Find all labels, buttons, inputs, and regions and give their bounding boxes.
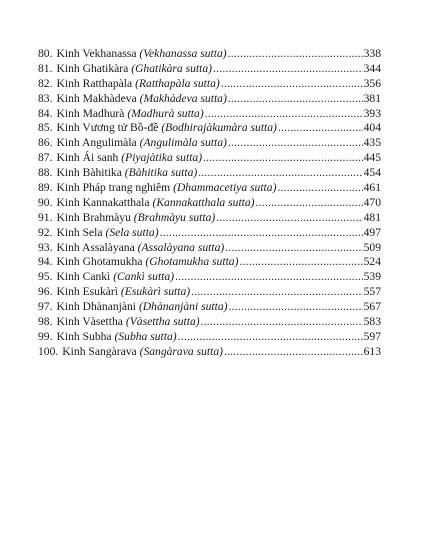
entry-title: Kinh Ái sanh	[56, 151, 119, 165]
entry-page-number: 344	[363, 61, 381, 75]
entry-page-number: 539	[363, 270, 381, 284]
dot-leader	[225, 241, 362, 256]
dot-leader	[213, 62, 363, 77]
entry-title: Kinh Ghatikàra	[56, 61, 129, 75]
entry-title: Kinh Angulimàla	[56, 136, 137, 150]
entry-page-number: 583	[363, 315, 381, 329]
entry-page-number: 356	[363, 76, 381, 90]
entry-title: Kinh Assalàyana	[56, 240, 135, 254]
entry-number: 97.	[38, 300, 53, 314]
entry-page-number: 393	[363, 106, 381, 120]
entry-number: 98.	[38, 315, 53, 329]
entry-text	[38, 241, 224, 256]
entry-pali-title: (Vàsettha sutta)	[125, 315, 200, 329]
entry-title: Kinh Sela	[56, 225, 103, 239]
entry-pali-title: (Makhàdeva sutta)	[139, 91, 227, 105]
entry-title: Kinh Ratthapàla	[56, 76, 133, 90]
entry-pali-title: (Brahmàyu sutta)	[133, 210, 216, 224]
dot-leader	[160, 226, 363, 241]
entry-pali-title: (Kannakatthala sutta)	[152, 195, 255, 209]
toc-entry	[38, 330, 381, 345]
entry-pali-title: (Madhurà sutta)	[127, 106, 204, 120]
entry-pali-title: (Dhànanjàni sutta)	[138, 300, 228, 314]
entry-text	[38, 151, 202, 166]
entry-number: 81.	[38, 61, 53, 75]
entry-text	[38, 47, 227, 62]
entry-number: 82.	[38, 76, 53, 90]
dot-leader	[228, 136, 363, 151]
entry-title: Kinh Kannakatthala	[56, 195, 150, 209]
entry-number: 95.	[38, 270, 53, 284]
toc-entry	[38, 196, 381, 211]
entry-page-number: 435	[363, 136, 381, 150]
entry-number: 91.	[38, 210, 53, 224]
toc-entry	[38, 136, 381, 151]
toc-entry	[38, 47, 381, 62]
entry-text	[38, 121, 277, 136]
entry-pali-title: (Sangàrava sutta)	[139, 344, 223, 358]
dot-leader	[239, 255, 362, 270]
entry-pali-title: (Subha sutta)	[114, 329, 177, 343]
entry-pali-title: (Sela sutta)	[105, 225, 159, 239]
entry-number: 89.	[38, 181, 53, 195]
entry-text	[38, 345, 223, 360]
entry-page-number: 404	[363, 121, 381, 135]
toc-entry	[38, 241, 381, 256]
entry-text	[38, 315, 200, 330]
entry-page-number: 557	[363, 285, 381, 299]
entry-pali-title: (Ratthapàla sutta)	[135, 76, 220, 90]
entry-page-number: 497	[363, 225, 381, 239]
entry-page-number: 338	[363, 47, 381, 60]
entry-page-number: 481	[363, 210, 381, 224]
entry-page-number: 597	[363, 329, 381, 343]
entry-text	[38, 77, 220, 92]
entry-text	[38, 196, 255, 211]
table-of-contents	[38, 47, 381, 360]
entry-page-number: 470	[363, 195, 381, 209]
entry-text	[38, 270, 174, 285]
entry-title: Kinh Subha	[56, 329, 112, 343]
dot-leader	[224, 345, 363, 360]
toc-entry	[38, 226, 381, 241]
toc-entry	[38, 315, 381, 330]
dot-leader	[203, 151, 363, 166]
entry-text	[38, 226, 159, 241]
toc-entry	[38, 92, 381, 107]
dot-leader	[256, 196, 363, 211]
dot-leader	[198, 166, 362, 181]
entry-title: Kinh Sangàrava	[62, 344, 137, 358]
entry-pali-title: (Assalàyana sutta)	[137, 240, 225, 254]
entry-title: Kinh Ghotamukha	[56, 255, 143, 269]
dot-leader	[228, 47, 363, 62]
entry-title: Kinh Vương tử Bồ-đề	[56, 121, 159, 135]
entry-number: 88.	[38, 166, 53, 180]
entry-number: 90.	[38, 195, 53, 209]
dot-leader	[201, 315, 363, 330]
entry-text	[38, 255, 238, 270]
entry-title: Kinh Esukàrì	[56, 285, 119, 299]
toc-entry	[38, 62, 381, 77]
entry-pali-title: (Bàhitika sutta)	[124, 166, 198, 180]
entry-text	[38, 300, 228, 315]
dot-leader	[228, 92, 363, 107]
entry-page-number: 567	[363, 300, 381, 314]
entry-title: Kinh Vàsettha	[56, 315, 123, 329]
entry-text	[38, 166, 197, 181]
entry-pali-title: (Angulimàla sutta)	[139, 136, 227, 150]
entry-pali-title: (Piyajàtika sutta)	[121, 151, 203, 165]
entry-pali-title: (Cankì sutta)	[113, 270, 175, 284]
entry-text	[38, 181, 276, 196]
entry-title: Kinh Madhurà	[56, 106, 125, 120]
entry-text	[38, 107, 204, 122]
entry-number: 83.	[38, 91, 53, 105]
toc-entry	[38, 345, 381, 360]
entry-page-number: 445	[363, 151, 381, 165]
dot-leader	[191, 285, 362, 300]
entry-text	[38, 136, 227, 151]
entry-number: 100.	[38, 344, 59, 358]
entry-number: 92.	[38, 225, 53, 239]
entry-number: 96.	[38, 285, 53, 299]
entry-pali-title: (Ghatikàra sutta)	[131, 61, 213, 75]
toc-entry	[38, 270, 381, 285]
entry-number: 93.	[38, 240, 53, 254]
entry-page-number: 381	[363, 91, 381, 105]
entry-page-number: 454	[363, 166, 381, 180]
entry-text	[38, 330, 177, 345]
entry-number: 85.	[38, 121, 53, 135]
entry-page-number: 509	[363, 240, 381, 254]
dot-leader	[229, 300, 363, 315]
entry-title: Kinh Vekhanassa	[56, 47, 137, 60]
entry-pali-title: (Bodhirajàkumàra sutta)	[161, 121, 277, 135]
entry-page-number: 524	[363, 255, 381, 269]
entry-number: 94.	[38, 255, 53, 269]
entry-page-number: 613	[363, 344, 381, 358]
toc-entry	[38, 255, 381, 270]
entry-number: 86.	[38, 136, 53, 150]
dot-leader	[278, 121, 363, 136]
entry-pali-title: (Vekhanassa sutta)	[139, 47, 227, 60]
toc-entry	[38, 121, 381, 136]
toc-entry	[38, 151, 381, 166]
toc-entry	[38, 107, 381, 122]
dot-leader	[205, 107, 363, 122]
entry-text	[38, 92, 227, 107]
toc-entry	[38, 166, 381, 181]
entry-title: Kinh Brahmàyu	[56, 210, 131, 224]
entry-title: Kinh Makhàdeva	[56, 91, 137, 105]
entry-number: 99.	[38, 329, 53, 343]
entry-pali-title: (Esukàrì sutta)	[120, 285, 191, 299]
dot-leader	[216, 211, 362, 226]
entry-pali-title: (Ghotamukha sutta)	[145, 255, 239, 269]
entry-number: 84.	[38, 106, 53, 120]
entry-number: 80.	[38, 47, 53, 60]
entry-text	[38, 211, 215, 226]
entry-page-number: 461	[363, 181, 381, 195]
entry-title: Kinh Pháp trang nghiêm	[56, 181, 171, 195]
entry-text	[38, 285, 190, 300]
toc-entry	[38, 77, 381, 92]
dot-leader	[277, 181, 362, 196]
toc-entry	[38, 300, 381, 315]
entry-title: Kinh Dhànanjàni	[56, 300, 137, 314]
entry-number: 87.	[38, 151, 53, 165]
toc-entry	[38, 181, 381, 196]
dot-leader	[175, 270, 363, 285]
dot-leader	[221, 77, 363, 92]
entry-text	[38, 62, 212, 77]
toc-entry	[38, 285, 381, 300]
entry-title: Kinh Cankì	[56, 270, 111, 284]
entry-title: Kinh Bàhitika	[56, 166, 122, 180]
toc-entry	[38, 211, 381, 226]
dot-leader	[178, 330, 363, 345]
entry-pali-title: (Dhammacetiya sutta)	[173, 181, 277, 195]
